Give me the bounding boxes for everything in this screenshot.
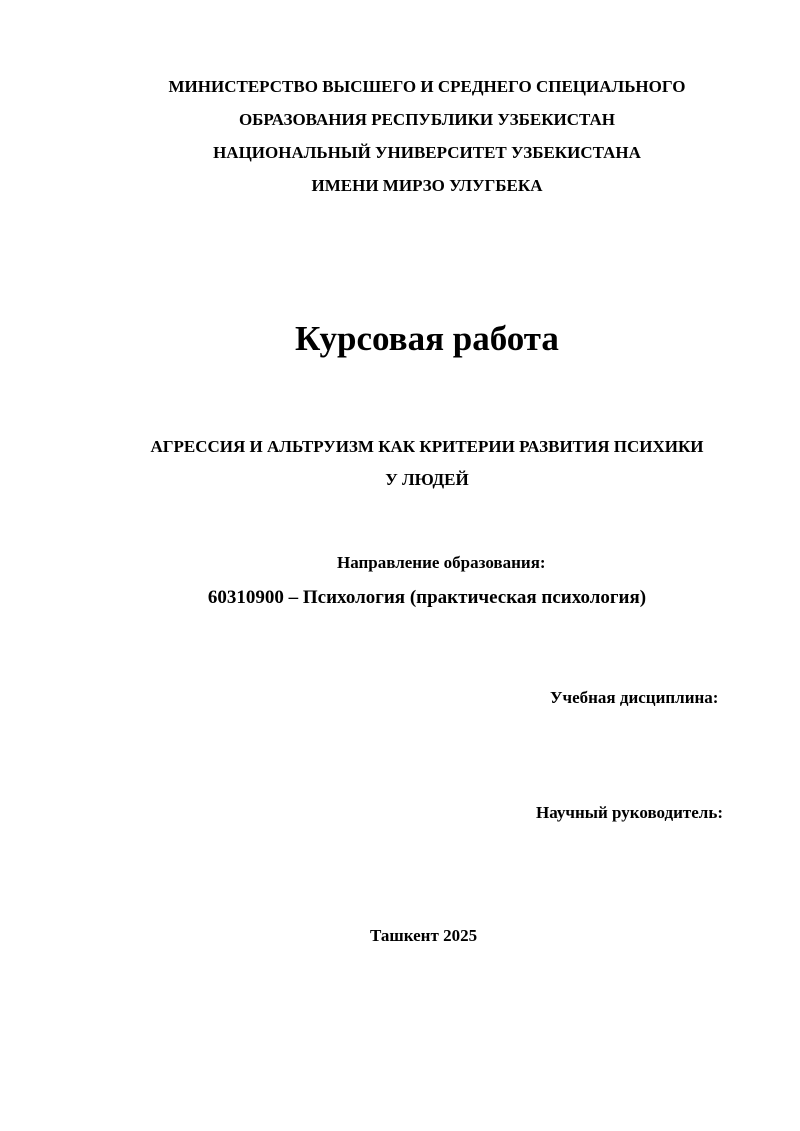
institution-header-line-3: НАЦИОНАЛЬНЫЙ УНИВЕРСИТЕТ УЗБЕКИСТАНА — [213, 143, 641, 162]
supervisor-label: Научный руководитель: — [536, 803, 723, 822]
institution-header-line-1: МИНИСТЕРСТВО ВЫСШЕГО И СРЕДНЕГО СПЕЦИАЛЬНОГО — [168, 77, 686, 96]
education-direction-label: Направление образования: — [337, 553, 546, 572]
topic-line-1: АГРЕССИЯ И АЛЬТРУИЗМ КАК КРИТЕРИИ РАЗВИТИЯ ПСИХИКИ — [150, 437, 704, 456]
institution-header-line-4: ИМЕНИ МИРЗО УЛУГБЕКА — [311, 176, 543, 195]
discipline-label: Учебная дисциплина: — [550, 688, 719, 707]
topic-line-2: У ЛЮДЕЙ — [385, 470, 469, 489]
education-direction-value: 60310900 – Психология (практическая психология) — [207, 587, 647, 608]
document-type-title: Курсовая работа — [295, 319, 559, 358]
city-year: Ташкент 2025 — [370, 926, 478, 945]
institution-header-line-2: ОБРАЗОВАНИЯ РЕСПУБЛИКИ УЗБЕКИСТАН — [238, 110, 616, 129]
